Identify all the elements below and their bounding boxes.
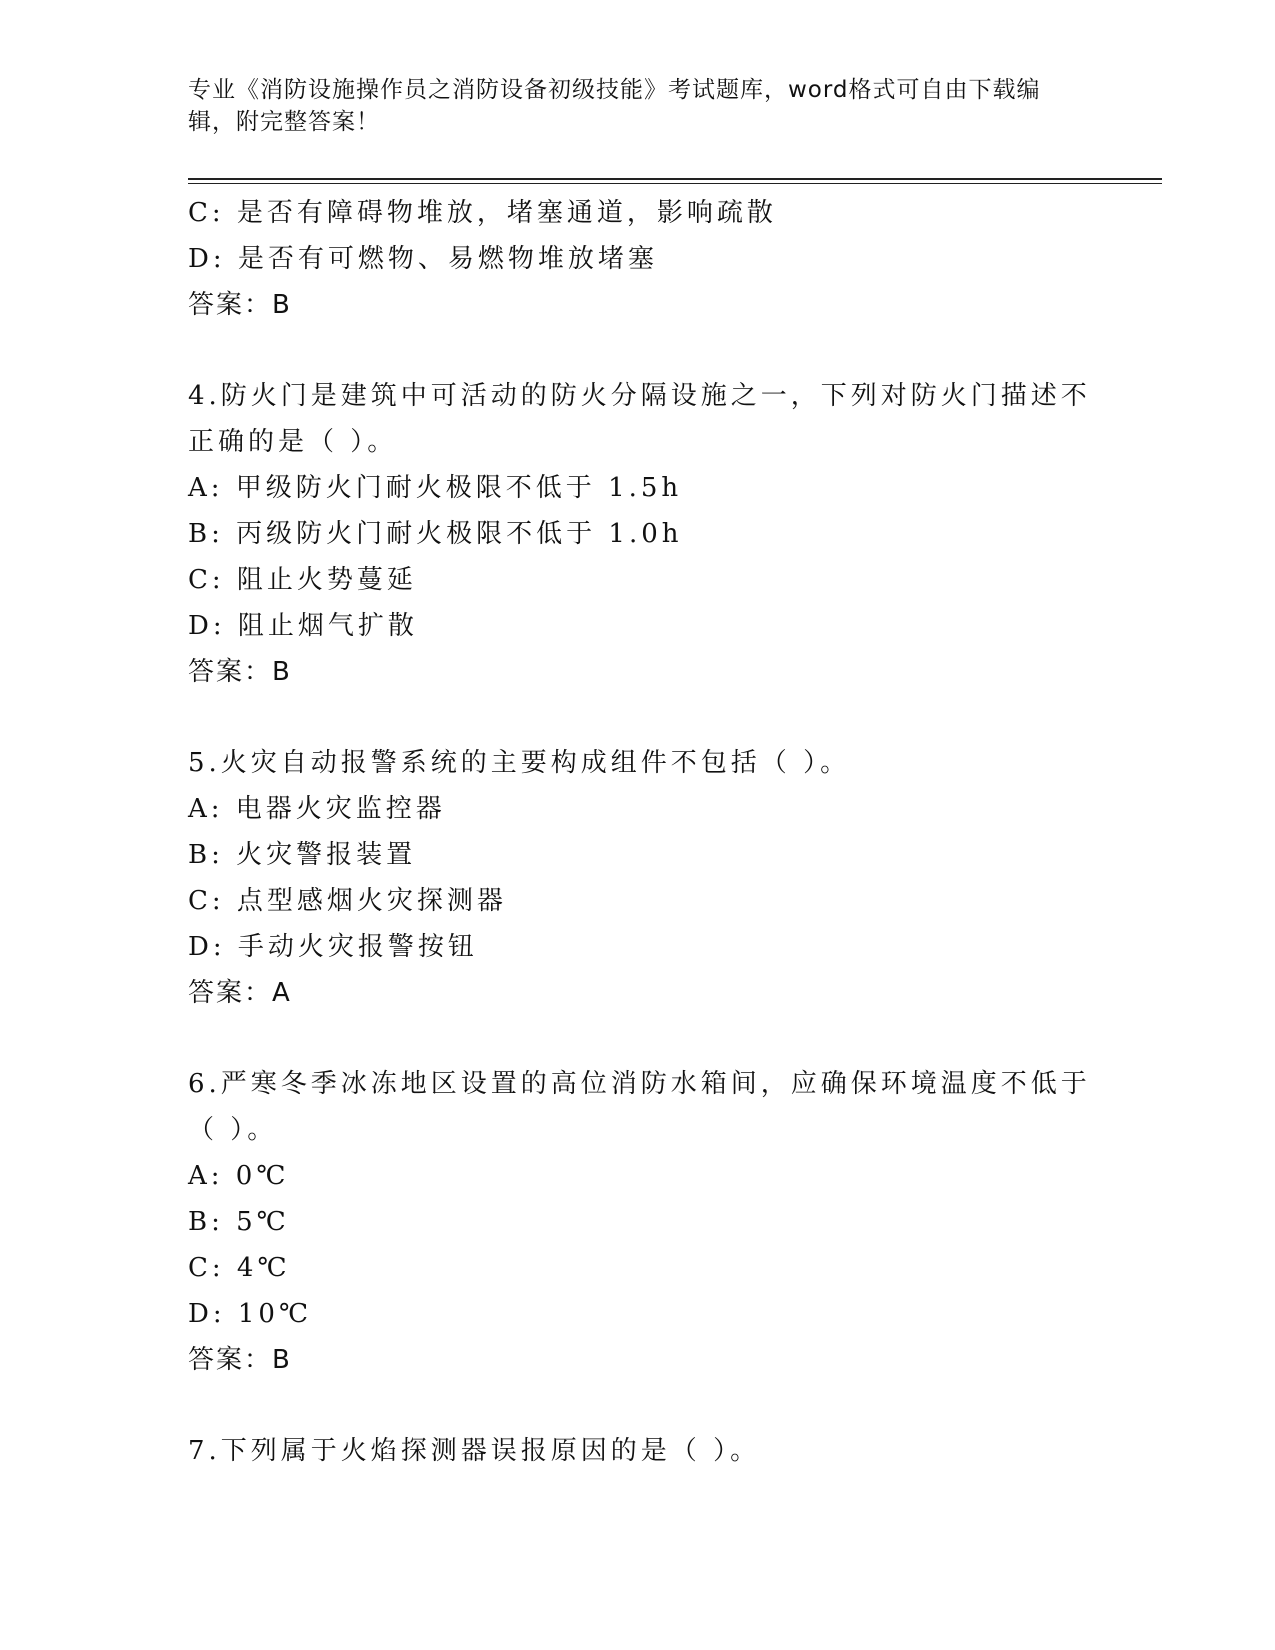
answer-label: 答案：B [188, 657, 292, 687]
option-d: D: 10℃ [188, 1299, 313, 1329]
document-header: 专业《消防设施操作员之消防设备初级技能》考试题库，word格式可自由下载编辑，附完整答案！ [188, 77, 1041, 135]
answer-label: 答案：A [188, 978, 292, 1008]
option-b: B: 5℃ [188, 1207, 290, 1237]
option-d: D: 是否有可燃物、易燃物堆放堵塞 [188, 244, 658, 274]
option-a: A: 0℃ [188, 1161, 290, 1191]
option-b: B: 丙级防火门耐火极限不低于 1.0h [188, 519, 683, 549]
header-divider-thick [188, 178, 1162, 180]
question-stem: 4.防火门是建筑中可活动的防火分隔设施之一，下列对防火门描述不 [188, 381, 1091, 411]
option-c: C: 点型感烟火灾探测器 [188, 886, 507, 916]
question-3 [188, 190, 1088, 328]
question-7 [188, 1428, 1088, 1474]
option-d: D: 阻止烟气扩散 [188, 611, 418, 641]
question-stem: 6.严寒冬季冰冻地区设置的高位消防水箱间，应确保环境温度不低于 [188, 1069, 1091, 1099]
option-a: A: 甲级防火门耐火极限不低于 1.5h [188, 473, 683, 503]
header-divider-thin [188, 183, 1162, 184]
option-a: A: 电器火灾监控器 [188, 794, 446, 824]
question-stem: 5.火灾自动报警系统的主要构成组件不包括（ ）。 [188, 748, 851, 778]
option-c: C: 是否有障碍物堆放，堵塞通道，影响疏散 [188, 198, 777, 228]
option-c: C: 4℃ [188, 1253, 291, 1283]
question-stem-continued: （ ）。 [188, 1115, 278, 1145]
question-4 [188, 373, 1091, 695]
option-d: D: 手动火灾报警按钮 [188, 932, 478, 962]
question-stem-continued: 正确的是（ ）。 [188, 427, 398, 457]
option-b: B: 火灾警报装置 [188, 840, 417, 870]
question-stem: 7.下列属于火焰探测器误报原因的是（ ）。 [188, 1436, 761, 1466]
question-5 [188, 740, 1088, 1016]
answer-label: 答案：B [188, 290, 292, 320]
question-list [188, 190, 1091, 1474]
answer-label: 答案：B [188, 1345, 292, 1375]
option-c: C: 阻止火势蔓延 [188, 565, 417, 595]
question-6 [188, 1061, 1091, 1383]
